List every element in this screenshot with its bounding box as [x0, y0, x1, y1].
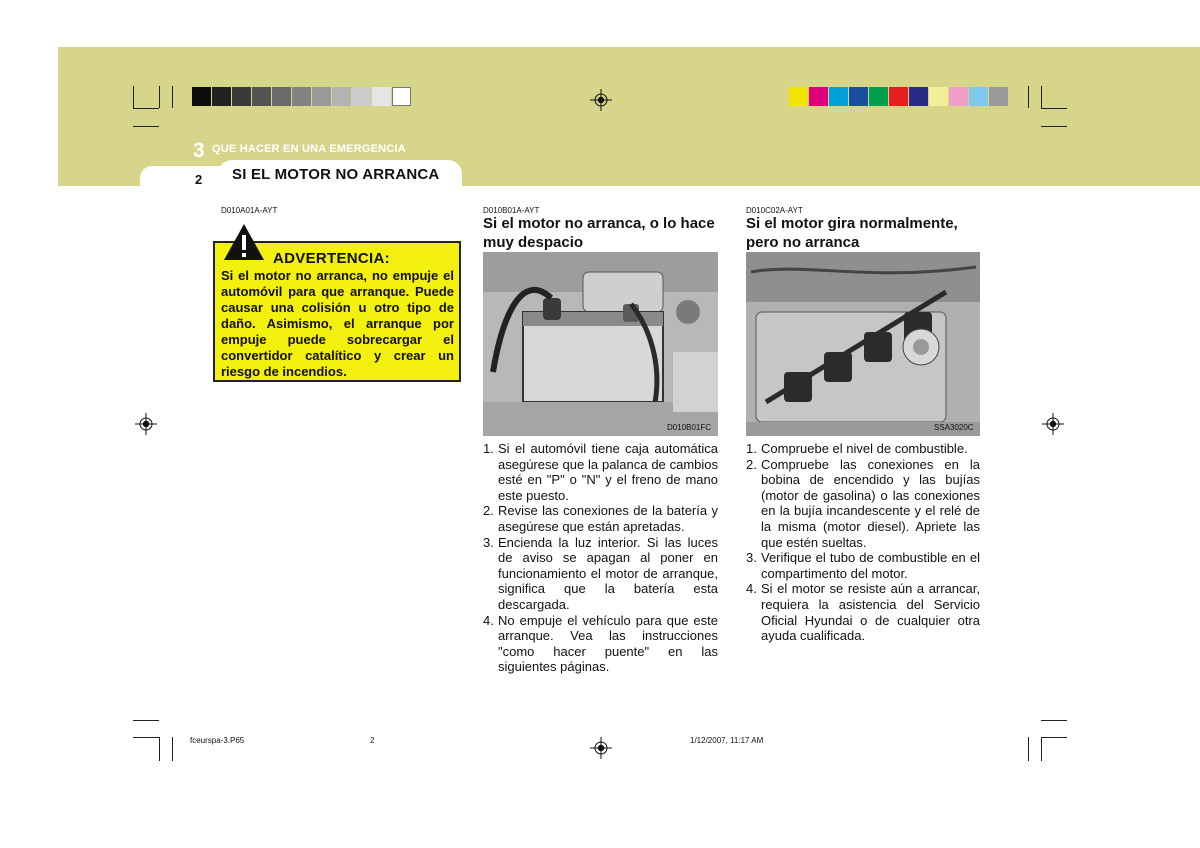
crop-mark: [1041, 126, 1067, 127]
battery-illustration: [483, 252, 718, 436]
crop-mark: [1041, 737, 1067, 738]
crop-mark: [159, 86, 160, 108]
col3-reference-code: D010C02A-AYT: [746, 206, 803, 215]
color-swatch: [889, 87, 908, 106]
list-item-number: 3.: [483, 534, 494, 550]
gray-color-bar: [192, 87, 412, 106]
list-item-number: 3.: [746, 550, 757, 566]
list-item-text: Si el automóvil tiene caja automática asegúrese que la palanca de cambios esté en "P" o "N" y el freno de mano este puesto.: [498, 441, 718, 503]
col2-steps-list: [483, 441, 718, 675]
warning-title: ADVERTENCIA:: [273, 250, 390, 267]
color-swatch: [789, 87, 808, 106]
list-item-text: Verifique el tubo de combustible en el compartimento del motor.: [761, 550, 980, 581]
list-item-text: Si el motor se resiste aún a arrancar, requiera la asistencia del Servicio Oficial Hyundai o de cualquier otra ayuda cualificada.: [761, 581, 980, 644]
color-swatch: [232, 87, 251, 106]
crop-mark: [172, 737, 173, 761]
list-item: [483, 441, 718, 503]
list-item: [746, 581, 980, 643]
list-item: [483, 613, 718, 675]
crop-mark: [133, 86, 134, 108]
chapter-title: QUE HACER EN UNA EMERGENCIA: [212, 143, 406, 155]
color-swatch: [392, 87, 411, 106]
footer-filename: fceurspa-3.P65: [190, 736, 245, 745]
list-item: [746, 550, 980, 581]
crop-mark: [1041, 737, 1042, 761]
crop-mark: [1028, 86, 1029, 108]
color-swatch: [192, 87, 211, 106]
color-swatch: [949, 87, 968, 106]
col3-heading-line1: Si el motor gira normalmente,: [746, 215, 958, 232]
registration-target-icon: [590, 737, 612, 759]
list-item-text: Compruebe las conexiones en la bobina de encendido y las bujías (motor de gasolina) o las conexiones en la bujía incandescente y el relé de la misma (motor diesel). Apriete las que estén sueltas.: [761, 456, 980, 550]
warning-text: Si el motor no arranca, no empuje el automóvil para que arranque. Puede causar una colisión u otro tipo de daño. Asimismo, el arranque por empuje puede sobrecargar el convertidor catalítico y crear un riesgo de incendios.: [221, 268, 454, 379]
crop-mark: [1041, 86, 1042, 108]
crop-mark: [133, 108, 159, 109]
crop-mark: [1041, 720, 1067, 721]
crop-mark: [133, 737, 159, 738]
list-item-text: Encienda la luz interior. Si las luces de aviso se apagan al poner en funcionamiento el motor de arranque, significa que la batería esta descargada.: [498, 534, 718, 612]
col2-heading-line2: muy despacio: [483, 234, 584, 251]
color-swatch: [809, 87, 828, 106]
list-item: [483, 503, 718, 534]
color-swatch: [252, 87, 271, 106]
color-swatch: [969, 87, 988, 106]
color-swatch: [849, 87, 868, 106]
process-color-bar: [789, 87, 1009, 106]
registration-target-icon: [1042, 413, 1064, 435]
ignition-coil-illustration: [746, 252, 980, 436]
warning-triangle-icon: [222, 222, 266, 262]
col3-heading-line2: pero no arranca: [746, 234, 860, 251]
crop-mark: [172, 86, 173, 108]
crop-mark: [159, 737, 160, 761]
list-item-number: 2.: [746, 456, 757, 472]
color-swatch: [312, 87, 331, 106]
chapter-number: 3: [193, 139, 205, 162]
color-swatch: [829, 87, 848, 106]
list-item-text: Revise las conexiones de la batería y asegúrese que están apretadas.: [498, 503, 718, 534]
color-swatch: [352, 87, 371, 106]
list-item: [746, 441, 980, 457]
color-swatch: [292, 87, 311, 106]
crop-mark: [133, 126, 159, 127]
page-number-tab: [140, 166, 230, 190]
color-swatch: [989, 87, 1008, 106]
page-number: 2: [195, 172, 203, 187]
registration-target-icon: [590, 89, 612, 111]
crop-mark: [1041, 108, 1067, 109]
col1-reference-code: D010A01A-AYT: [221, 206, 278, 215]
color-swatch: [869, 87, 888, 106]
list-item: [746, 457, 980, 551]
color-swatch: [909, 87, 928, 106]
engine-photo: [746, 252, 980, 436]
section-title: SI EL MOTOR NO ARRANCA: [232, 166, 440, 183]
color-swatch: [372, 87, 391, 106]
color-swatch: [212, 87, 231, 106]
registration-target-icon: [135, 413, 157, 435]
photo-label: SSA3020C: [934, 423, 974, 432]
crop-mark: [133, 720, 159, 721]
battery-photo: [483, 252, 718, 436]
list-item: [483, 535, 718, 613]
list-item-number: 1.: [483, 441, 494, 456]
list-item-number: 1.: [746, 441, 757, 456]
footer-page: 2: [370, 736, 375, 745]
color-swatch: [272, 87, 291, 106]
footer-timestamp: 1/12/2007, 11:17 AM: [690, 736, 764, 745]
list-item-text: No empuje el vehículo para que este arranque. Vea las instrucciones "como hacer puente" en las siguientes páginas.: [498, 612, 718, 675]
list-item-number: 2.: [483, 503, 494, 519]
col2-reference-code: D010B01A-AYT: [483, 206, 540, 215]
photo-label: D010B01FC: [667, 423, 712, 432]
list-item-number: 4.: [483, 612, 494, 628]
list-item-text: Compruebe el nivel de combustible.: [761, 441, 968, 456]
crop-mark: [1028, 737, 1029, 761]
color-swatch: [929, 87, 948, 106]
list-item-number: 4.: [746, 581, 757, 597]
col2-heading-line1: Si el motor no arranca, o lo hace: [483, 215, 715, 232]
col3-steps-list: [746, 441, 980, 644]
color-swatch: [332, 87, 351, 106]
